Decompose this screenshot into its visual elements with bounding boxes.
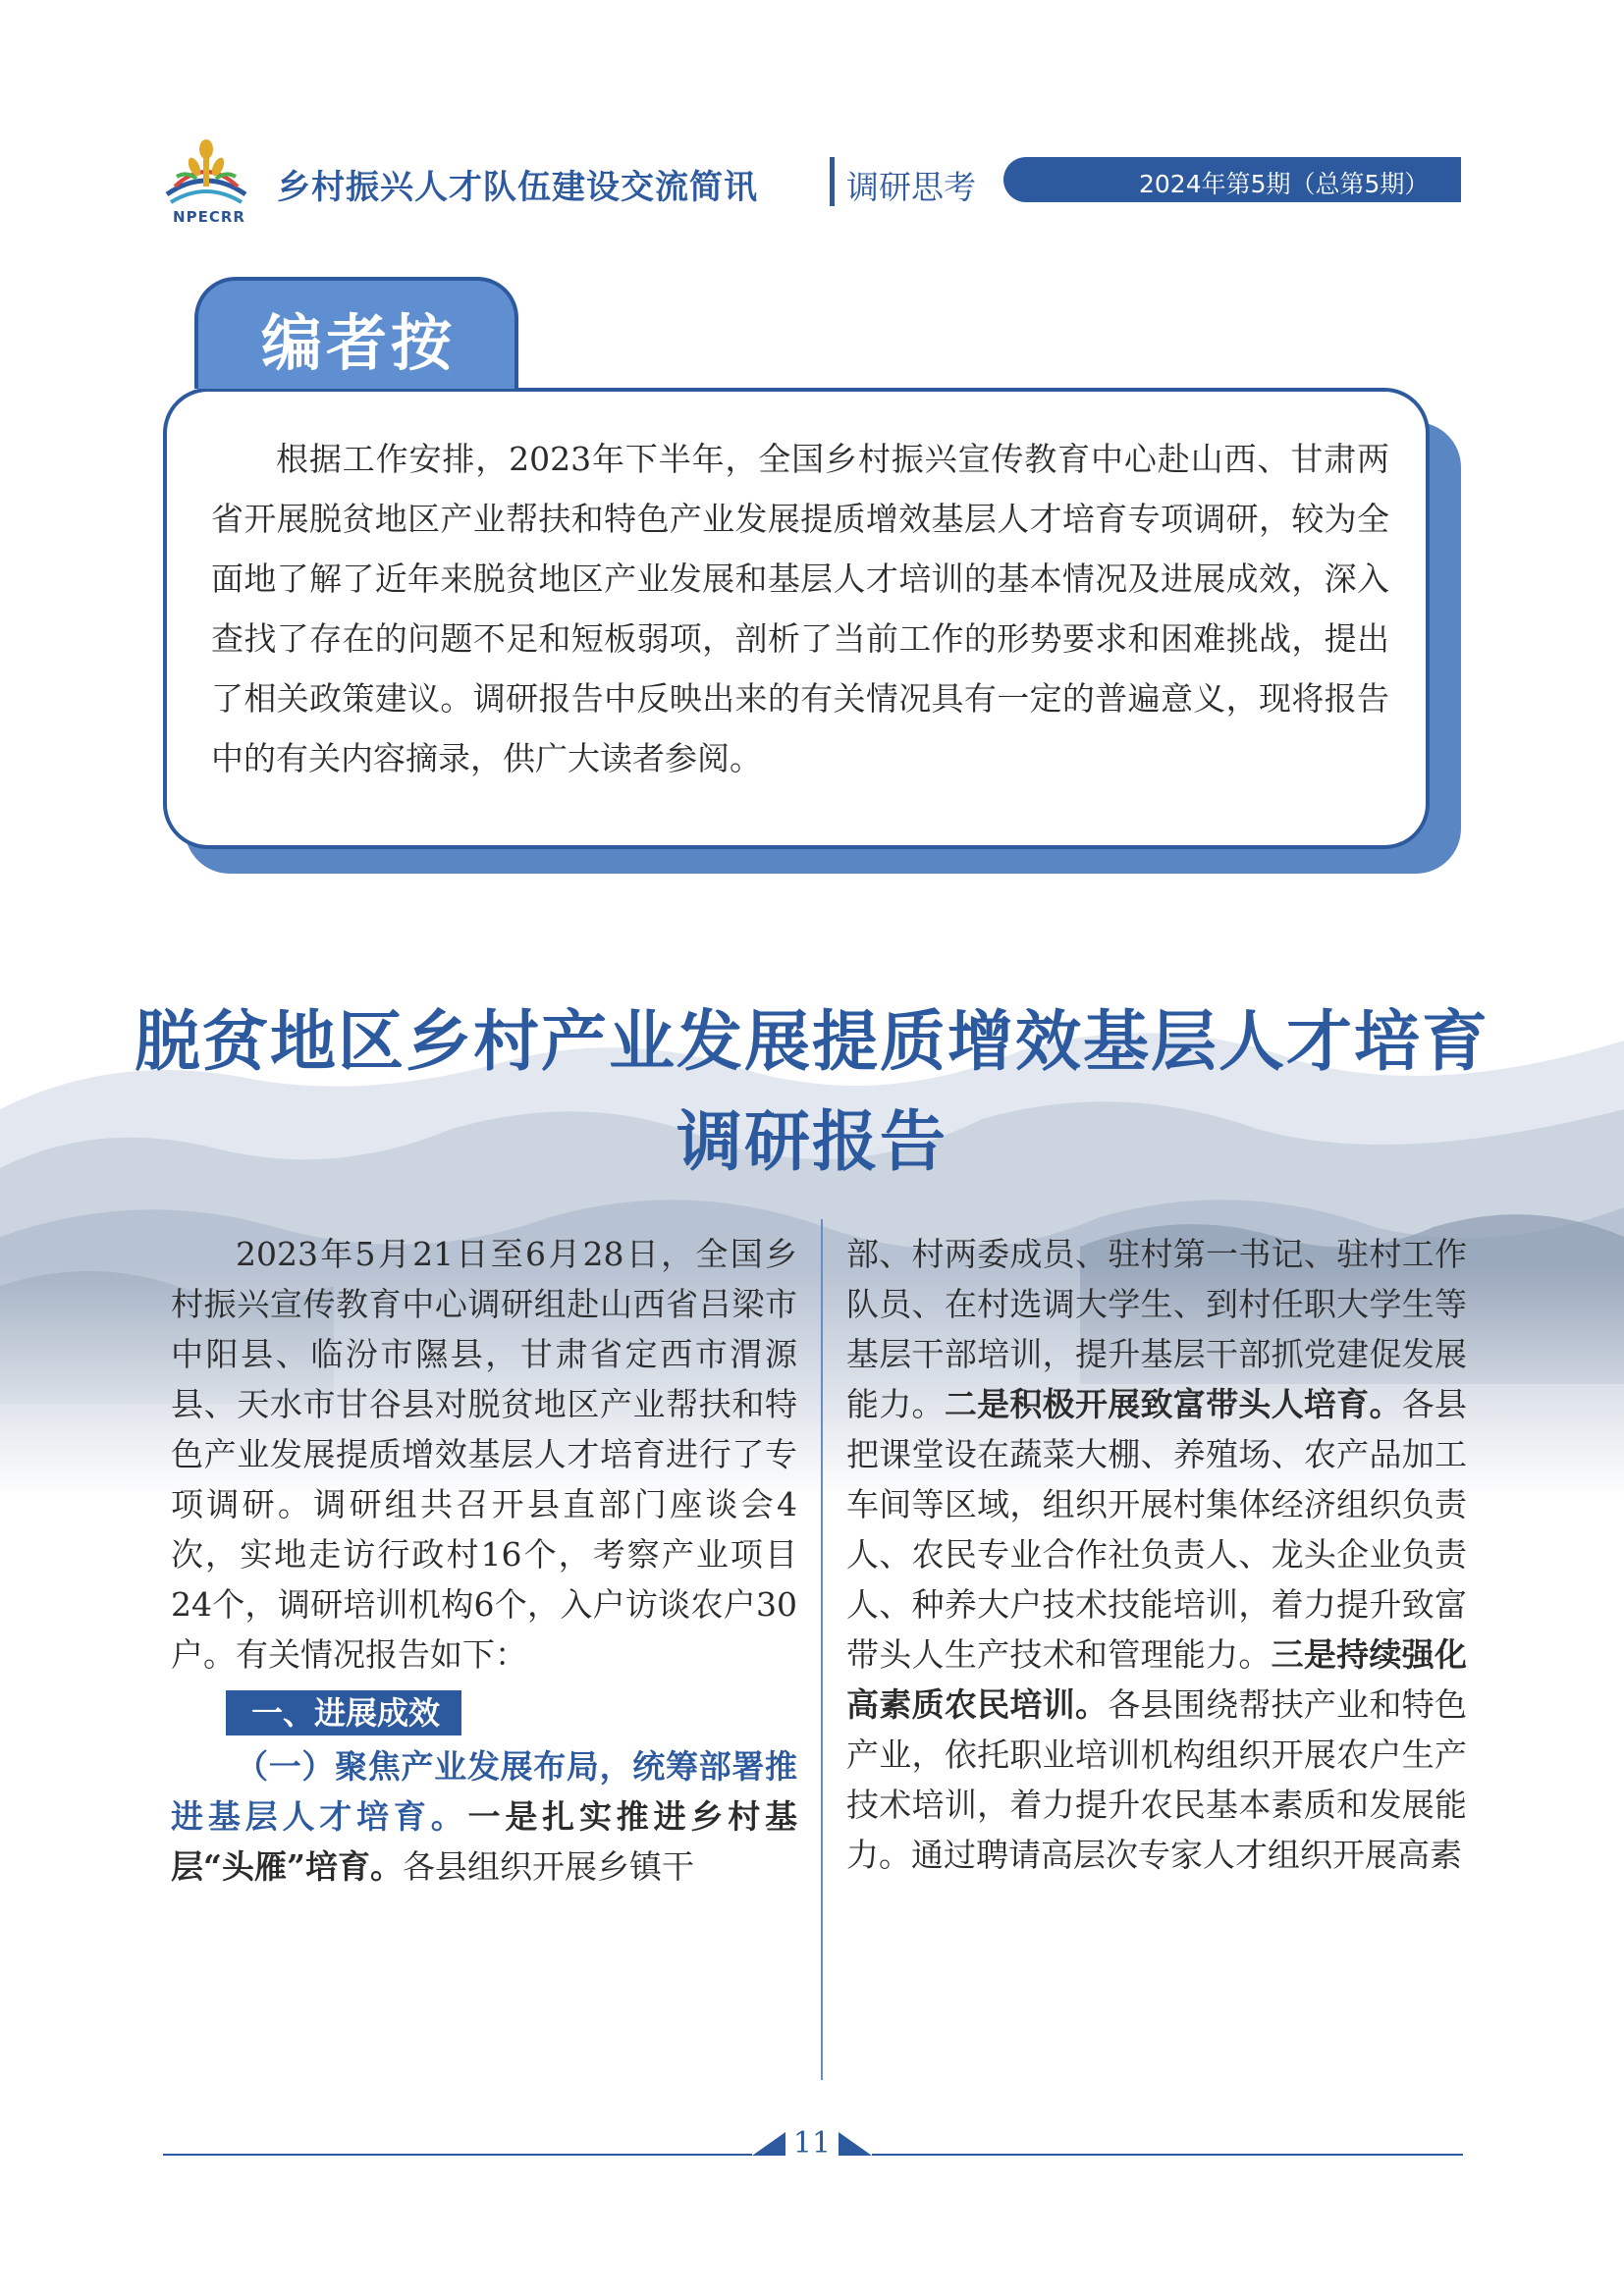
right-column-paragraph xyxy=(846,1229,1467,1880)
right-column xyxy=(846,1229,1467,1880)
subsection-paragraph xyxy=(171,1741,797,1892)
point-2-heading: 二是积极开展致富带头人培育。 xyxy=(944,1385,1402,1423)
editor-note-heading: 编者按 xyxy=(261,307,457,379)
page-number: 11 xyxy=(792,2126,832,2161)
report-title-line-1: 脱贫地区乡村产业发展提质增效基层人才培育 xyxy=(135,1002,1489,1080)
header-separator xyxy=(830,157,835,206)
subsection-1-heading: （一）聚焦产业发展布局，统筹部署推进基层人才培育。 xyxy=(171,1747,797,1836)
publication-title: 乡村振兴人才队伍建设交流简讯 xyxy=(277,168,758,207)
footer-triangle-left xyxy=(752,2132,785,2156)
point-1-heading: 一是扎实推进乡村基层“头雁”培育。 xyxy=(171,1797,797,1886)
point-3-text: 各县围绕帮扶产业和特色产业，依托职业培训机构组织开展农户生产技术培训，着力提升农民基本素质和发展能力。通过聘请高层次专家人才组织开展高素 xyxy=(846,1685,1468,1874)
footer-triangle-right xyxy=(839,2132,872,2156)
editor-note-body: 根据工作安排，2023年下半年，全国乡村振兴宣传教育中心赴山西、甘肃两省开展脱贫地区产业帮扶和特色产业发展提质增效基层人才培育专项调研，较为全面地了解了近年来脱贫地区产业发展和基层人才培训的基本情况及进展成效，深入查找了存在的问题不足和短板弱项，剖析了当前工作的形势要求和困难挑战，提出了相关政策建议。调研报告中反映出来的有关情况具有一定的普遍意义，现将报告中的有关内容摘录，供广大读者参阅。 xyxy=(211,440,1389,777)
section-name: 调研思考 xyxy=(846,168,976,206)
report-title-line-2: 调研报告 xyxy=(677,1102,947,1180)
left-column xyxy=(171,1229,797,1892)
point-2-text: 各县把课堂设在蔬菜大棚、养殖场、农产品加工车间等区域，组织开展村集体经济组织负责人、农民专业合作社负责人、龙头企业负责人、种养大户技术技能培训，着力提升致富带头人生产技术和管理能力。 xyxy=(846,1385,1468,1674)
footer-rule-right xyxy=(872,2154,1463,2156)
point-1-continuation: 部、村两委成员、驻村第一书记、驻村工作队员、在村选调大学生、到村任职大学生等基层干部培训，提升基层干部抓党建促发展能力。 xyxy=(846,1235,1467,1423)
section-heading-row xyxy=(171,1687,797,1737)
footer-rule-left xyxy=(163,2154,752,2156)
point-1-text: 各县组织开展乡镇干 xyxy=(402,1847,694,1886)
intro-paragraph: 2023年5月21日至6月28日，全国乡村振兴宣传教育中心调研组赴山西省吕梁市中阳县、临汾市隰县，甘肃省定西市渭源县、天水市甘谷县对脱贫地区产业帮扶和特色产业发展提质增效基层人才培育进行了专项调研。调研组共召开县直部门座谈会4次，实地走访行政村16个，考察产业项目24个，调研培训机构6个，入户访谈农户30户。有关情况报告如下： xyxy=(171,1235,797,1674)
section-1-badge: 一、进展成效 xyxy=(226,1690,461,1735)
npecrr-logo xyxy=(157,137,255,216)
issue-label: 2024年第5期（总第5期） xyxy=(1139,170,1430,198)
logo-text: NPECRR xyxy=(173,208,245,226)
column-divider xyxy=(821,1219,823,2080)
point-3-heading: 三是持续强化高素质农民培训。 xyxy=(846,1635,1468,1724)
